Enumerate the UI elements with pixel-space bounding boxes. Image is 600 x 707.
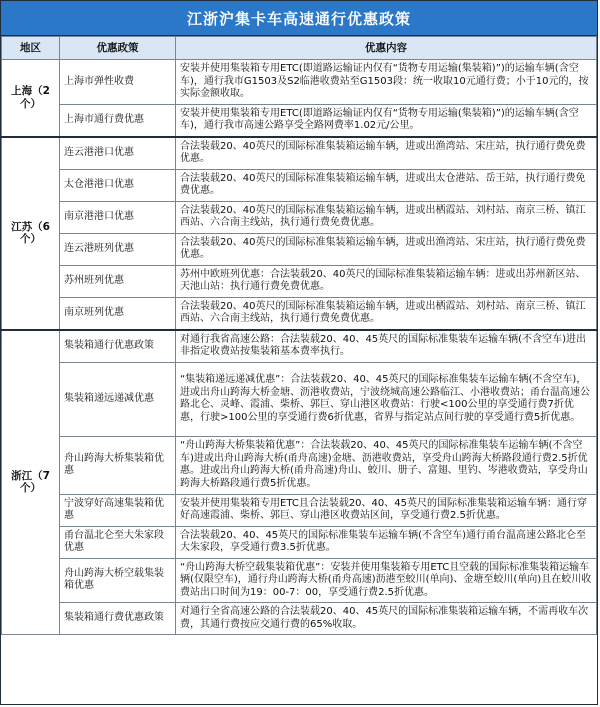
policy-name-cell: 连云港班列优惠 bbox=[60, 233, 176, 265]
policy-name-cell: 南京班列优惠 bbox=[60, 297, 176, 330]
policy-content-cell: 安装并使用集装箱专用ETC(即道路运输证内仅有“货物专用运输(集装箱)”)的运输车辆(含空车)，通行我市G1503及S2临港收费站至G1503段：统一收取10元通行费；小于10元的，按实际金额收取。 bbox=[176, 60, 597, 105]
policy-name-cell: 甬台温北仑至大朱家段优惠 bbox=[60, 526, 176, 558]
policy-name-cell: 集装箱递远递减优惠 bbox=[60, 362, 176, 436]
region-cell: 江苏（6个） bbox=[2, 137, 60, 330]
header-policy: 优惠政策 bbox=[60, 37, 176, 60]
policy-content-cell: 合法装载20、40英尺的国际标准集装箱运输车辆，进或出栖霞站、刘村站、南京三桥、镇江西站、六合南主线站，执行通行费免费优惠。 bbox=[176, 201, 597, 233]
policy-content-cell: 合法装载20、40英尺的国际标准集装箱运输车辆，进或出太仓港站、岳王站，执行通行费免费优惠。 bbox=[176, 169, 597, 201]
table-row bbox=[2, 362, 597, 436]
policy-name-cell: 宁波穿好高速集装箱优惠 bbox=[60, 494, 176, 526]
table-row bbox=[2, 169, 597, 201]
table-row bbox=[2, 137, 597, 170]
document-title: 江浙沪集卡车高速通行优惠政策 bbox=[1, 1, 597, 36]
policy-content-cell: 合法装载20、40英尺的国际标准集装箱运输车辆，进或出渔湾站、宋庄站，执行通行费免费优惠。 bbox=[176, 137, 597, 170]
policy-name-cell: 太仓港港口优惠 bbox=[60, 169, 176, 201]
policy-content-cell: “舟山跨海大桥集装箱优惠”：合法装载20、40、45英尺的国际标准集装车运输车辆(不含空车)进或出舟山跨海大桥(甬舟高速)金塘、沥港收费站，享受舟山跨海大桥路段通行费2.5折优惠。进或出舟山跨海大桥(甬舟高速)舟山、蛟川、册子、富翅、里钓、岑港收费站，享受舟山跨海大桥路段通行费5折优惠。 bbox=[176, 436, 597, 494]
table-row bbox=[2, 233, 597, 265]
table-row bbox=[2, 603, 597, 635]
policy-name-cell: 南京港港口优惠 bbox=[60, 201, 176, 233]
policy-content-cell: “集装箱递远递减优惠”：合法装载20、40、45英尺的国际标准集装车运输车辆(不含空车)，进或出舟山跨海大桥金塘、沥港收费站，宁波绕城高速公路临江、小港收费站；甬台温高速公路北仑、灵峰、霞浦、柴桥、郭巨、穿山港区收费站：行驶<100公里的享受通行费7折优惠，行驶>100公里的享受通行费6折优惠，省界与指定站点间行驶的享受通行费5折优惠。 bbox=[176, 362, 597, 436]
policy-name-cell: 舟山跨海大桥空载集装箱优惠 bbox=[60, 558, 176, 603]
policy-table bbox=[1, 36, 597, 635]
table-header-row bbox=[2, 37, 597, 60]
table-row bbox=[2, 201, 597, 233]
policy-name-cell: 集装箱通行费优惠政策 bbox=[60, 603, 176, 635]
policy-name-cell: 上海市弹性收费 bbox=[60, 60, 176, 105]
policy-name-cell: 苏州班列优惠 bbox=[60, 265, 176, 297]
policy-content-cell: 对通行我省高速公路：合法装载20、40、45英尺的国际标准集装车运输车辆(不含空车)进出非指定收费站按集装箱基本费率执行。 bbox=[176, 330, 597, 363]
table-row bbox=[2, 297, 597, 330]
policy-content-cell: 合法装载20、40英尺的国际标准集装箱运输车辆，进或出栖霞站、刘村站、南京三桥、镇江西站、六合南主线站，执行通行费免费优惠。 bbox=[176, 297, 597, 330]
table-row bbox=[2, 265, 597, 297]
table-row bbox=[2, 526, 597, 558]
policy-content-cell: 对通行全省高速公路的合法装载20、40、45英尺的国际标准集装箱运输车辆，不需再收车次费，其通行费按应交通行费的65%收取。 bbox=[176, 603, 597, 635]
region-cell: 浙江（7个） bbox=[2, 330, 60, 635]
table-row bbox=[2, 104, 597, 137]
policy-name-cell: 连云港港口优惠 bbox=[60, 137, 176, 170]
table-row bbox=[2, 60, 597, 105]
table-row bbox=[2, 330, 597, 363]
region-cell: 上海（2个） bbox=[2, 60, 60, 137]
policy-name-cell: 舟山跨海大桥集装箱优惠 bbox=[60, 436, 176, 494]
policy-content-cell: 合法装载20、40英尺的国际标准集装箱运输车辆，进或出渔湾站、宋庄站，执行通行费免费优惠。 bbox=[176, 233, 597, 265]
policy-name-cell: 上海市通行费优惠 bbox=[60, 104, 176, 137]
header-region: 地区 bbox=[2, 37, 60, 60]
policy-name-cell: 集装箱通行优惠政策 bbox=[60, 330, 176, 363]
policy-content-cell: “舟山跨海大桥空载集装箱优惠”：安装并使用集装箱专用ETC且空载的国际标准集装箱运输车辆(仅限空车)，通行舟山跨海大桥(甬舟高速)沥港至蛟川(单向)、金塘至蛟川(单向)且在蛟川收费站出口时间为19：00-7：00，享受通行费2.5折优惠。 bbox=[176, 558, 597, 603]
table-body bbox=[2, 60, 597, 635]
table-row bbox=[2, 436, 597, 494]
header-content: 优惠内容 bbox=[176, 37, 597, 60]
policy-content-cell: 安装并使用集装箱专用ETC(即道路运输证内仅有“货物专用运输(集装箱)”)的运输车辆(含空车)，通行我市高速公路享受全路网费率1.02元/公里。 bbox=[176, 104, 597, 137]
policy-content-cell: 合法装载20、40、45英尺的国际标准集装车运输车辆(不含空车)通行甬台温高速公路北仑至大朱家段，享受通行费3.5折优惠。 bbox=[176, 526, 597, 558]
policy-content-cell: 苏州中欧班列优惠：合法装载20、40英尺的国际标准集装箱运输车辆：进或出苏州新区站、天池山站：执行通行费免费优惠。 bbox=[176, 265, 597, 297]
policy-content-cell: 安装并使用集装箱专用ETC且合法装载20、40、45英尺的国际标准集装箱运输车辆：通行穿好高速霞浦、柴桥、郭巨、穿山港区收费站区间，享受通行费2.5折优惠。 bbox=[176, 494, 597, 526]
table-row bbox=[2, 494, 597, 526]
table-row bbox=[2, 558, 597, 603]
